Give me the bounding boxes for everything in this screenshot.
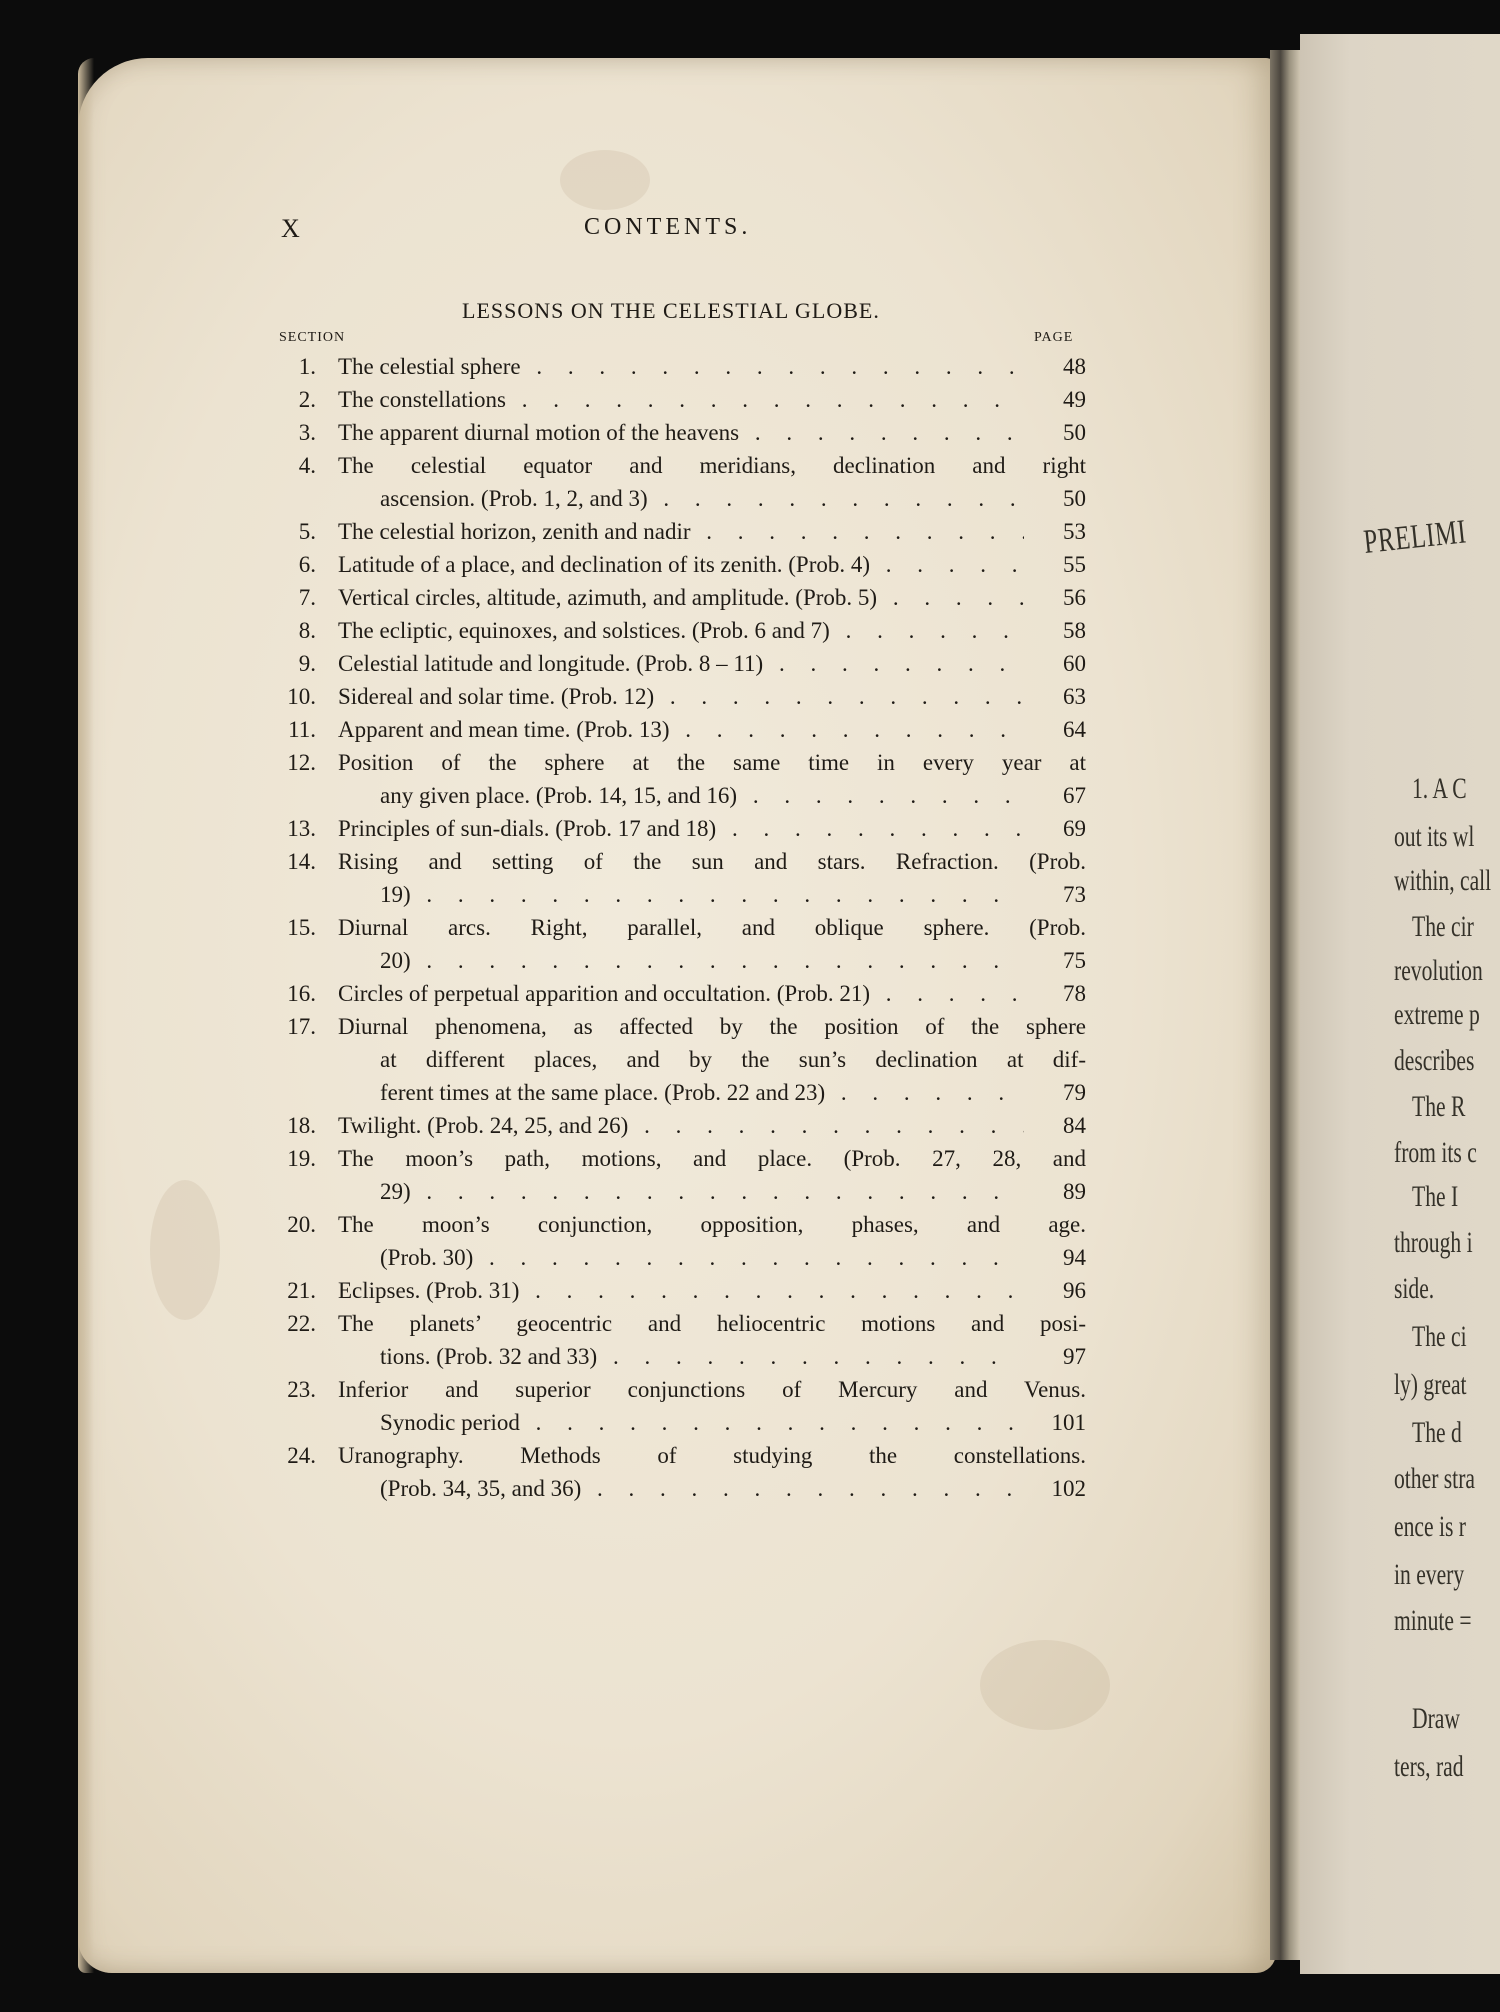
toc-section-number: 6. <box>298 552 316 577</box>
toc-section-number: 10. <box>287 684 316 709</box>
toc-entry-title: tions. (Prob. 32 and 33) . . . <box>380 1340 1024 1373</box>
toc-entry-title: (Prob. 34, 35, and 36) . . . <box>380 1472 1024 1505</box>
toc-entry-title: 20) . . . <box>380 944 1024 977</box>
toc-entry <box>268 581 1086 614</box>
toc-entry-title: The constellations . . . <box>338 383 1024 416</box>
right-page-line: ters, rad <box>1394 1750 1464 1783</box>
toc-entry-title: at different places, and by the sun’s declination at dif- <box>380 1047 1086 1072</box>
toc-entry-title: Sidereal and solar time. (Prob. 12) . . . <box>338 680 1024 713</box>
toc-page-number: 97 <box>1063 1344 1086 1369</box>
page-numeral: X <box>281 214 302 243</box>
toc-section-number: 1. <box>298 354 316 379</box>
toc-entry-title: ferent times at the same place. (Prob. 22 and 23) . . . <box>380 1076 1024 1109</box>
toc-entry <box>268 515 1086 548</box>
toc-section-number: 9. <box>298 651 316 676</box>
toc-page-number: 55 <box>1063 552 1086 577</box>
toc-entry-line <box>268 944 1086 977</box>
toc-page-number: 89 <box>1063 1179 1086 1204</box>
right-page-line: The cir <box>1412 910 1474 943</box>
toc-page-number: 75 <box>1063 948 1086 973</box>
toc-entry-line <box>268 1109 1086 1142</box>
toc-page-number: 96 <box>1063 1278 1086 1303</box>
toc-entry-line <box>268 1373 1086 1406</box>
toc-entry-title: 29) . . . <box>380 1175 1024 1208</box>
toc-entry-title: Celestial latitude and longitude. (Prob. 8 – 11) . . . <box>338 647 1024 680</box>
toc-entry <box>268 713 1086 746</box>
toc-section-number: 23. <box>287 1377 316 1402</box>
toc-section-number: 17. <box>287 1014 316 1039</box>
toc-page-number: 94 <box>1063 1245 1086 1270</box>
toc-section-number: 2. <box>298 387 316 412</box>
toc-entry-title: Vertical circles, altitude, azimuth, and amplitude. (Prob. 5) . . . <box>338 581 1024 614</box>
toc-entry-line <box>268 911 1086 944</box>
toc-entry-line <box>268 515 1086 548</box>
toc-section-number: 22. <box>287 1311 316 1336</box>
toc-entry-title: The moon’s conjunction, opposition, phases, and age. <box>338 1212 1086 1237</box>
toc-section-number: 8. <box>298 618 316 643</box>
toc-section-number: 13. <box>287 816 316 841</box>
toc-entry-line <box>268 1076 1086 1109</box>
toc-page-number: 78 <box>1063 981 1086 1006</box>
toc-page-number: 50 <box>1063 420 1086 445</box>
right-page-line: 1. A C <box>1412 772 1467 805</box>
right-page-line: revolution <box>1394 954 1483 987</box>
toc-page-number: 53 <box>1063 519 1086 544</box>
toc-entry-line <box>268 1010 1086 1043</box>
toc-section-number: 3. <box>298 420 316 445</box>
toc-entry-line <box>268 647 1086 680</box>
right-page-line: side. <box>1394 1272 1435 1305</box>
toc-entry-line <box>268 680 1086 713</box>
toc-entry-title: Position of the sphere at the same time in every year at <box>338 750 1086 775</box>
toc-entry <box>268 350 1086 383</box>
toc-entry-line <box>268 1307 1086 1340</box>
toc-entry-line <box>268 1439 1086 1472</box>
toc-entry <box>268 1373 1086 1439</box>
toc-page-number: 50 <box>1063 486 1086 511</box>
toc-entry-title: 19) . . . <box>380 878 1024 911</box>
toc-entry <box>268 647 1086 680</box>
toc-entry <box>268 1109 1086 1142</box>
toc-entry-title: (Prob. 30) . . . <box>380 1241 1024 1274</box>
toc-page-number: 69 <box>1063 816 1086 841</box>
toc-entry-title: any given place. (Prob. 14, 15, and 16) . . . <box>380 779 1024 812</box>
toc-entry <box>268 449 1086 515</box>
toc-entry-line <box>268 878 1086 911</box>
toc-entry-line <box>268 1208 1086 1241</box>
toc-entry <box>268 812 1086 845</box>
right-page-line: The R <box>1412 1090 1466 1123</box>
toc-section-number: 14. <box>287 849 316 874</box>
toc-section-number: 11. <box>288 717 316 742</box>
toc-page-number: 84 <box>1063 1113 1086 1138</box>
toc-section-number: 5. <box>298 519 316 544</box>
right-page-line: Draw <box>1412 1702 1460 1735</box>
toc-entry-title: Rising and setting of the sun and stars. Refraction. (Prob. <box>338 849 1086 874</box>
toc-entry-title: The ecliptic, equinoxes, and solstices. (Prob. 6 and 7) . . . <box>338 614 1024 647</box>
right-page-line: The d <box>1412 1416 1462 1449</box>
toc-entry-line <box>268 746 1086 779</box>
toc-entry-line <box>268 1274 1086 1307</box>
toc-entry-title: The apparent diurnal motion of the heavens . . . <box>338 416 1024 449</box>
toc-page-number: 101 <box>1051 1410 1086 1435</box>
toc-page-number: 102 <box>1051 1476 1086 1501</box>
toc-entry <box>268 1010 1086 1109</box>
toc-section-number: 16. <box>287 981 316 1006</box>
toc-entry-title: Latitude of a place, and declination of its zenith. (Prob. 4) . . . <box>338 548 1024 581</box>
toc-entry-line <box>268 416 1086 449</box>
toc-entry-title: The moon’s path, motions, and place. (Prob. 27, 28, and <box>338 1146 1086 1171</box>
toc-entry-title: The planets’ geocentric and heliocentric motions and posi- <box>338 1311 1086 1336</box>
toc-page-number: 48 <box>1063 354 1086 379</box>
toc-entry-line <box>268 548 1086 581</box>
toc-entry <box>268 1142 1086 1208</box>
toc-entry <box>268 614 1086 647</box>
toc-entry <box>268 1208 1086 1274</box>
toc-entry-title: Uranography. Methods of studying the constellations. <box>338 1443 1086 1468</box>
toc-entry-title: Diurnal phenomena, as affected by the position of the sphere <box>338 1014 1086 1039</box>
toc-page-number: 64 <box>1063 717 1086 742</box>
toc-entry <box>268 746 1086 812</box>
toc-entry-line <box>268 482 1086 515</box>
toc-entry-line <box>268 1472 1086 1505</box>
toc-entry <box>268 548 1086 581</box>
toc-entry-line <box>268 1142 1086 1175</box>
toc-entry-line <box>268 614 1086 647</box>
toc-entry-title: The celestial sphere . . . <box>338 350 1024 383</box>
toc-page-number: 79 <box>1063 1080 1086 1105</box>
right-page-line: describes <box>1394 1044 1475 1077</box>
toc-entry-title: The celestial equator and meridians, declination and right <box>338 453 1086 478</box>
toc-page-number: 60 <box>1063 651 1086 676</box>
toc-section-number: 21. <box>287 1278 316 1303</box>
right-page-line: in every <box>1394 1558 1465 1591</box>
toc-entry-line <box>268 1406 1086 1439</box>
toc-entry-line <box>268 812 1086 845</box>
toc-entry-line <box>268 581 1086 614</box>
toc-entry-line <box>268 350 1086 383</box>
toc-entry-title: Principles of sun-dials. (Prob. 17 and 18) . . . <box>338 812 1024 845</box>
right-page-line: within, call <box>1394 864 1492 897</box>
right-page-line: ence is r <box>1394 1510 1466 1543</box>
right-page-line: extreme p <box>1394 998 1480 1031</box>
section-column-label: SECTION <box>279 330 346 345</box>
toc-section-number: 4. <box>298 453 316 478</box>
toc-entry-line <box>268 1340 1086 1373</box>
toc-entry <box>268 1439 1086 1505</box>
toc-entry-line <box>268 1043 1086 1076</box>
table-of-contents <box>268 350 1086 1505</box>
right-page-line: The I <box>1412 1180 1459 1213</box>
toc-entry-line <box>268 779 1086 812</box>
toc-entry-title: Circles of perpetual apparition and occultation. (Prob. 21) . . . <box>338 977 1024 1010</box>
toc-entry <box>268 977 1086 1010</box>
toc-section-number: 15. <box>287 915 316 940</box>
toc-section-number: 12. <box>287 750 316 775</box>
toc-entry-title: Diurnal arcs. Right, parallel, and oblique sphere. (Prob. <box>338 915 1086 940</box>
right-page-line: from its c <box>1394 1136 1477 1169</box>
toc-entry <box>268 416 1086 449</box>
running-head: CONTENTS. <box>584 214 752 240</box>
right-page-line: out its wl <box>1394 820 1475 853</box>
part-heading: LESSONS ON THE CELESTIAL GLOBE. <box>462 298 880 323</box>
toc-section-number: 19. <box>287 1146 316 1171</box>
toc-entry <box>268 680 1086 713</box>
right-page-line: The ci <box>1412 1320 1467 1353</box>
right-page-title: PRELIMI <box>1362 513 1469 561</box>
toc-page-number: 73 <box>1063 882 1086 907</box>
page-column-label: PAGE <box>1034 330 1074 345</box>
toc-section-number: 18. <box>287 1113 316 1138</box>
toc-entry-line <box>268 383 1086 416</box>
right-page-line: minute = <box>1394 1604 1472 1637</box>
toc-entry-title: Eclipses. (Prob. 31) . . . <box>338 1274 1024 1307</box>
toc-entry <box>268 845 1086 911</box>
toc-section-number: 20. <box>287 1212 316 1237</box>
toc-page-number: 49 <box>1063 387 1086 412</box>
toc-entry-title: The celestial horizon, zenith and nadir . . . <box>338 515 1024 548</box>
toc-page-number: 56 <box>1063 585 1086 610</box>
toc-entry-line <box>268 713 1086 746</box>
right-page-line: through i <box>1394 1226 1473 1259</box>
toc-page-number: 58 <box>1063 618 1086 643</box>
toc-entry-line <box>268 1241 1086 1274</box>
toc-page-number: 63 <box>1063 684 1086 709</box>
toc-entry <box>268 1307 1086 1373</box>
toc-entry-title: Inferior and superior conjunctions of Mercury and Venus. <box>338 1377 1086 1402</box>
toc-entry-line <box>268 449 1086 482</box>
toc-page-number: 67 <box>1063 783 1086 808</box>
toc-section-number: 7. <box>298 585 316 610</box>
toc-entry <box>268 383 1086 416</box>
right-page-line: ly) great <box>1394 1368 1467 1401</box>
toc-entry-line <box>268 1175 1086 1208</box>
toc-entry <box>268 1274 1086 1307</box>
toc-entry-line <box>268 845 1086 878</box>
toc-entry <box>268 911 1086 977</box>
toc-section-number: 24. <box>287 1443 316 1468</box>
toc-entry-title: Twilight. (Prob. 24, 25, and 26) . . . <box>338 1109 1024 1142</box>
toc-entry-line <box>268 977 1086 1010</box>
toc-entry-title: ascension. (Prob. 1, 2, and 3) . . . <box>380 482 1024 515</box>
toc-entry-title: Apparent and mean time. (Prob. 13) . . . <box>338 713 1024 746</box>
right-page-line: other stra <box>1394 1462 1475 1495</box>
toc-entry-title: Synodic period . . . <box>380 1406 1024 1439</box>
